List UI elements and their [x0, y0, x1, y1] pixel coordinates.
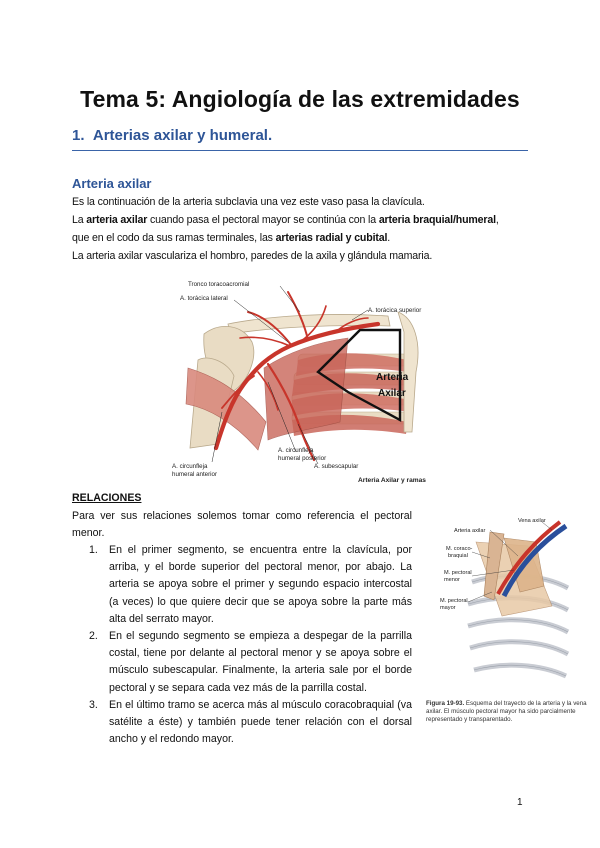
intro-paragraph: [72, 193, 532, 265]
sub-heading-arteria-axilar: Arteria axilar: [72, 176, 152, 191]
relaciones-list: [72, 542, 412, 748]
label-circunfleja-posterior-line2: humeral posterior: [278, 455, 327, 462]
label-subescapular: A. subescapular: [314, 463, 359, 470]
label-coracobraquial-line2: braquial: [448, 553, 468, 559]
intro-line: Es la continuación de la arteria subclavia una vez este vaso pasa la clavícula.: [72, 196, 425, 208]
label-tronco-toracoacromial: Tronco toracoacromial: [188, 281, 250, 288]
label-pectoral-menor-line2: menor: [444, 577, 460, 583]
page-title: Tema 5: Angiología de las extremidades: [80, 86, 520, 112]
list-text: En el segundo segmento se empieza a despegar de la parrilla costal, tiene por delante al pectoral menor y se apoya sobre el músculo subescapular. Finalmente, la arteria sale por el borde pectoral y se separa cada vez más de la parrilla costal.: [109, 630, 412, 694]
label-pectoral-menor-line1: M. pectoral: [444, 570, 472, 576]
intro-line: La arteria axilar vasculariza el hombro, paredes de la axila y glándula mamaria.: [72, 250, 433, 262]
label-pectoral-mayor-line1: M. pectoral: [440, 598, 468, 604]
label-circunfleja-anterior-line1: A. circunfleja: [172, 463, 208, 470]
bold-term: arteria axilar: [86, 214, 148, 226]
label-coracobraquial-line1: M. coraco-: [446, 546, 473, 552]
list-number: 2.: [89, 630, 98, 643]
text-run: cuando pasa el pectoral mayor se continúa con la: [147, 214, 379, 226]
label-circunfleja-posterior-line1: A. circunfleja: [278, 447, 314, 454]
section-divider: [72, 150, 528, 151]
label-arteria-axilar-line1: Arteria: [376, 372, 409, 383]
list-text: En el primer segmento, se encuentra entre la clavícula, por arriba, y el borde superior del pectoral menor, por abajo. La arteria se apoya sobre el primer y segundo espacio intercostal (a veces) lo que quiere decir que se apoya sobre la parte más alta del serrato mayor.: [109, 544, 412, 625]
list-item: [72, 628, 412, 697]
bold-term: arteria braquial/humeral: [378, 214, 496, 226]
figure2-caption-number: Figura 19-93.: [426, 700, 465, 707]
relaciones-intro: Para ver sus relaciones solemos tomar como referencia el pectoral menor.: [72, 510, 412, 539]
label-arteria-axilar-line2: Axilar: [378, 388, 406, 399]
figure1-caption: Arteria Axilar y ramas: [358, 477, 426, 484]
page-number: 1: [517, 797, 523, 808]
label-toracica-superior: A. torácica superior: [368, 307, 422, 314]
list-item: [72, 697, 412, 749]
label-toracica-lateral: A. torácica lateral: [180, 295, 228, 302]
label-vena-axilar: Vena axilar: [518, 518, 546, 524]
label-arteria-axilar: Arteria axilar: [454, 528, 486, 534]
figure2-caption-text: Esquema del trayecto de la arteria y la vena axilar. El músculo pectoral mayor ha sido parcialmente representado y transparentado.: [426, 700, 587, 723]
text-run: .: [387, 232, 391, 244]
section-number: 1.: [72, 127, 85, 144]
section-heading: [72, 127, 272, 144]
relaciones-heading: RELACIONES: [72, 492, 142, 504]
axillary-artery-illustration: [168, 272, 430, 484]
section-title: Arterias axilar y humeral.: [92, 127, 273, 144]
text-run: La: [72, 214, 87, 226]
intro-line: [72, 229, 532, 247]
intro-line: [72, 211, 532, 229]
text-run: ,: [495, 214, 499, 226]
axillary-artery-vein-schema: [432, 512, 572, 692]
label-pectoral-mayor-line2: mayor: [440, 605, 456, 611]
list-item: [72, 542, 412, 628]
figure2-caption: [426, 700, 598, 724]
bold-term: arterias radial y cubital: [275, 232, 388, 244]
list-number: 1.: [89, 544, 98, 556]
text-run: que en el codo da sus ramas terminales, las: [72, 232, 276, 244]
label-circunfleja-anterior-line2: humeral anterior: [172, 471, 218, 478]
list-number: 3.: [89, 698, 98, 711]
list-text: En el último tramo se acerca más al músculo coracobraquial (va satélite a éste) y también puede tener relación con el dorsal ancho y el redondo mayor.: [109, 698, 412, 746]
